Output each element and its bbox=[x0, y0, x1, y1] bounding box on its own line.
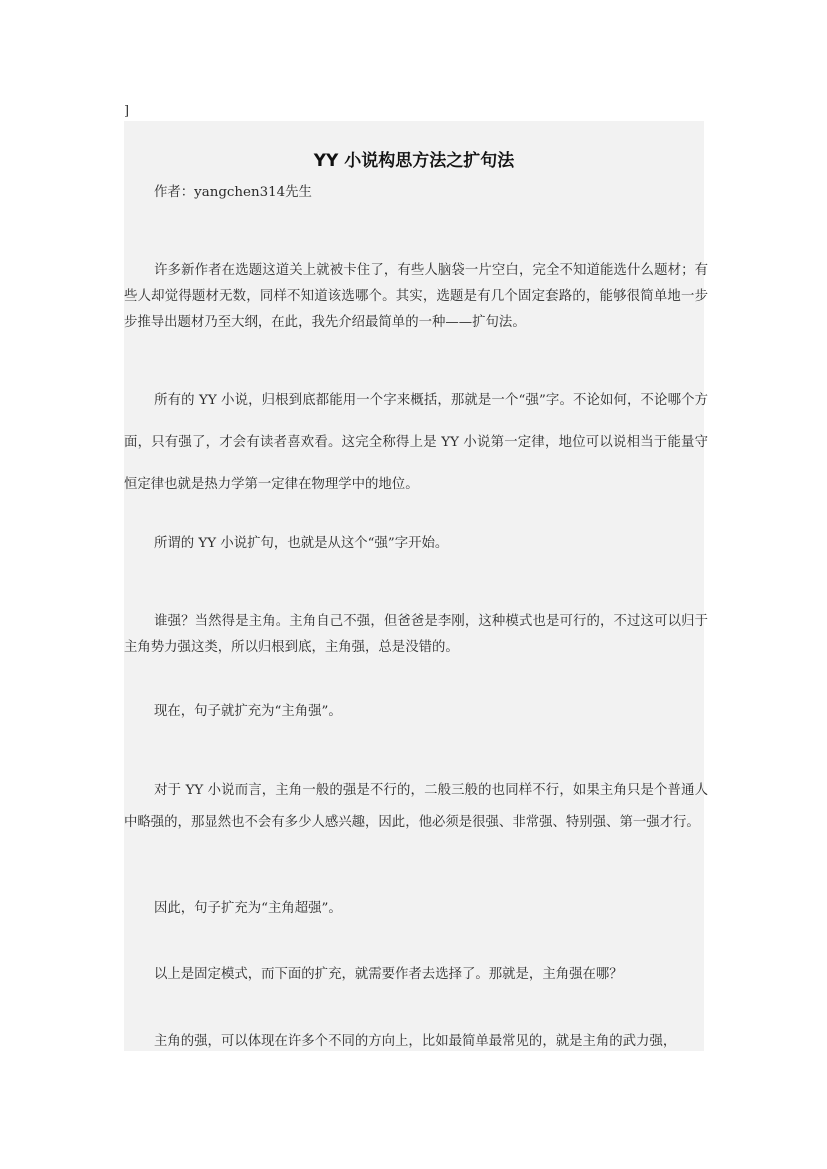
paragraph-1: 许多新作者在选题这道关上就被卡住了，有些人脑袋一片空白，完全不知道能选什么题材；有些人却觉得题材无数，同样不知道该选哪个。其实，选题是有几个固定套路的，能够很简单地一步步推导出题材乃至大纲，在此，我先介绍最简单的一种——扩句法。 bbox=[124, 263, 708, 330]
author-line: 作者：yangchen314先生 bbox=[154, 185, 312, 200]
article-title: YY 小说构思方法之扩句法 bbox=[313, 151, 515, 171]
paragraph-6: 对于 YY 小说而言，主角一般的强是不行的，二般三般的也同样不行，如果主角只是个普通人中略强的，那显然也不会有多少人感兴趣，因此，他必须是很强、非常强、特别强、第一强才行。 bbox=[124, 783, 708, 830]
stray-bracket-mark: ] bbox=[124, 104, 130, 119]
paragraph-9: 主角的强，可以体现在许多个不同的方向上，比如最简单最常见的，就是主角的武力强， bbox=[154, 1034, 677, 1049]
paragraph-5: 现在，句子就扩充为“主角强”。 bbox=[154, 704, 342, 719]
paragraph-3: 所谓的 YY 小说扩句，也就是从这个“强”字开始。 bbox=[154, 536, 449, 551]
paragraph-8: 以上是固定模式，而下面的扩充，就需要作者去选择了。那就是，主角强在哪？ bbox=[154, 967, 623, 982]
paragraph-4: 谁强？当然得是主角。主角自己不强，但爸爸是李刚，这种模式也是可行的，不过这可以归于主角势力强这类，所以归根到底，主角强，总是没错的。 bbox=[124, 614, 708, 655]
paragraph-2: 所有的 YY 小说，归根到底都能用一个字来概括，那就是一个“强”字。不论如何，不论哪个方面，只有强了，才会有读者喜欢看。这完全称得上是 YY 小说第一定律，地位可以说相当于能量守恒定律也就是热力学第一定律在物理学中的地位。 bbox=[124, 393, 708, 492]
paragraph-7: 因此，句子扩充为“主角超强”。 bbox=[154, 901, 342, 916]
